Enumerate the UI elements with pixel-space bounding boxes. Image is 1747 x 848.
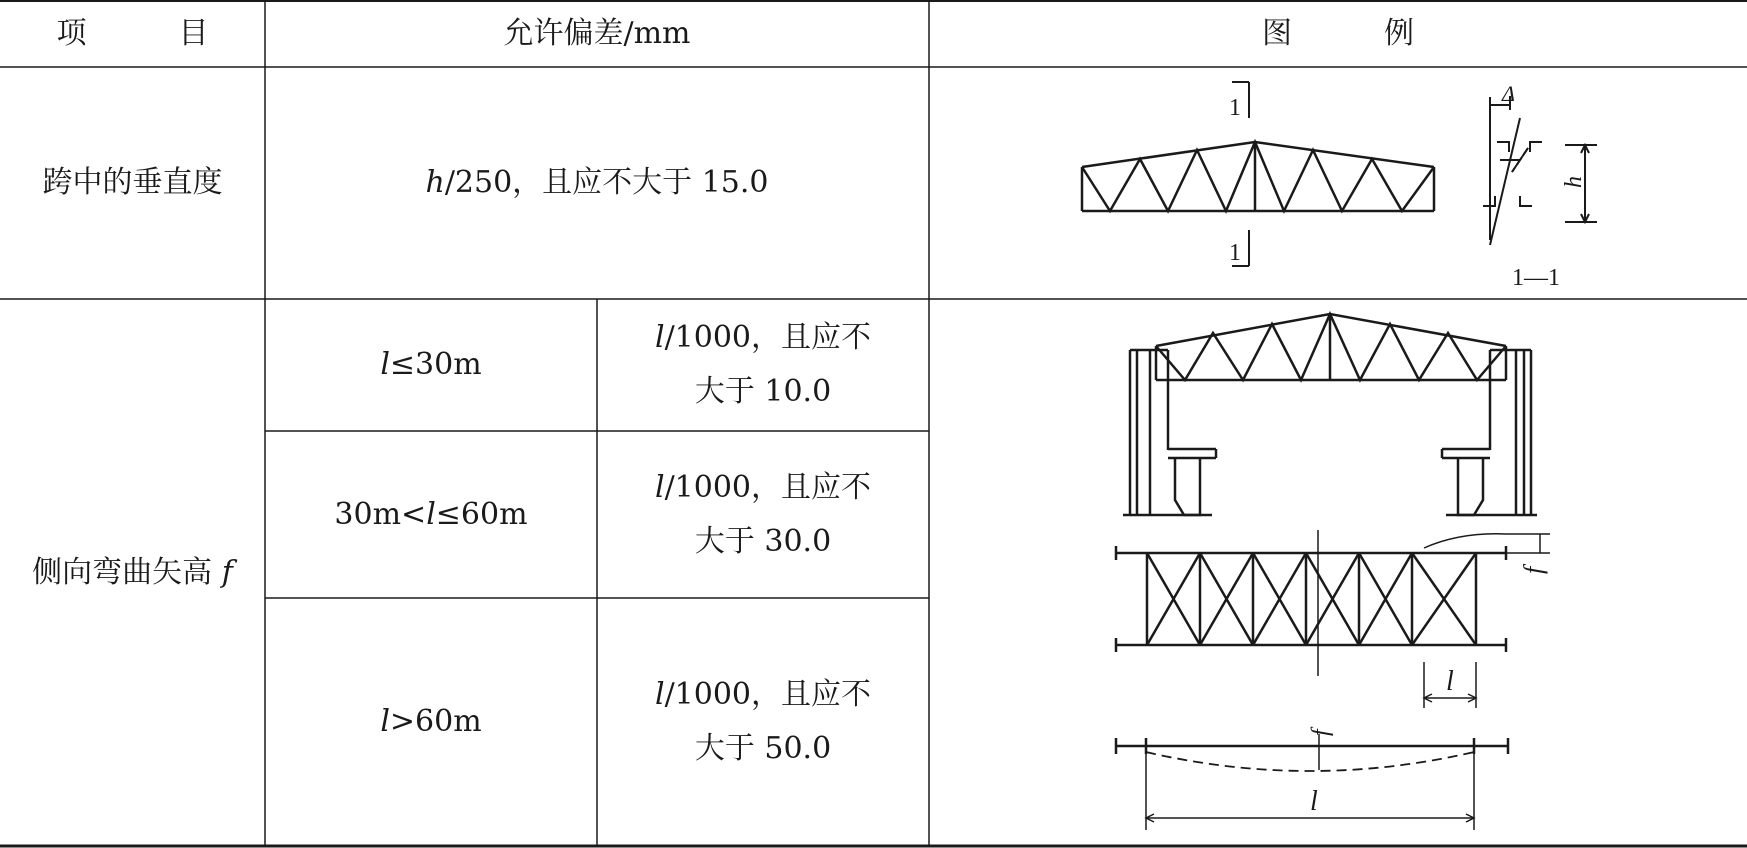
tolerance-line1: /1000，且应不 [664, 677, 872, 712]
l-label-mid: l [1446, 666, 1454, 697]
section-view-drawing [1483, 96, 1597, 245]
tolerance-value: /250，且应不大于 15.0 [444, 165, 769, 200]
plan-bracing-drawing [1116, 530, 1550, 708]
section-mark-top-label: 1 [1229, 95, 1241, 121]
tolerance-line1: /1000，且应不 [664, 469, 872, 505]
header-figure-char1: 图 [1262, 16, 1292, 51]
condition-value: ≤60m [435, 496, 528, 532]
height-label: h [1561, 176, 1587, 188]
tolerance-symbol-l: l [654, 469, 665, 505]
header-figure-char2: 例 [1384, 16, 1414, 51]
l-label-bottom: l [1310, 786, 1318, 817]
condition-value: >60m [389, 704, 482, 739]
section-caption: 1—1 [1512, 265, 1560, 291]
tolerance-line1: /1000，且应不 [664, 320, 872, 355]
lateral-bending-symbol: f [221, 554, 233, 590]
tolerance-line2: 大于 30.0 [694, 523, 832, 559]
row-midspan-verticality-item: 跨中的垂直度 [42, 165, 223, 200]
tolerance-symbol-h: h [425, 165, 445, 200]
f-label-top: f [1519, 566, 1548, 574]
condition-symbol: l [380, 704, 390, 739]
f-label-bottom: f [1308, 729, 1334, 736]
condition-symbol: l [426, 496, 436, 532]
header-item-char1: 项 [56, 16, 87, 51]
condition-symbol: l [380, 347, 390, 382]
tolerance-line2: 大于 10.0 [694, 374, 832, 409]
condition-value: ≤30m [389, 347, 482, 382]
tolerance-line2: 大于 50.0 [694, 731, 832, 766]
lateral-bending-label: 侧向弯曲矢高 [32, 554, 222, 590]
frame-elevation-drawing [1123, 314, 1537, 515]
header-item-char2: 目 [178, 16, 209, 51]
header-tolerance: 允许偏差/mm [503, 16, 691, 51]
tolerance-symbol-l: l [654, 677, 665, 712]
tolerance-symbol-l: l [654, 320, 665, 355]
section-mark-bottom-label: 1 [1229, 240, 1241, 266]
truss-elevation-drawing [1082, 142, 1434, 211]
condition-lead: 30m< [334, 496, 427, 532]
delta-label: Δ [1502, 81, 1515, 106]
